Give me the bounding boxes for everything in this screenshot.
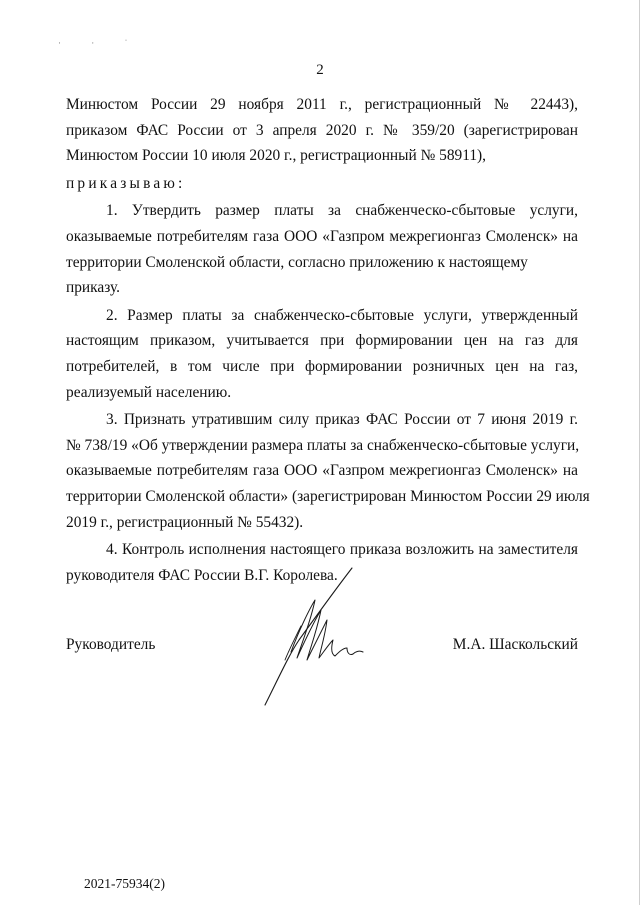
paragraph-3 (66, 407, 590, 535)
paragraph-line: территории Смоленской области» (зарегистрирован Минюстом России 29 июля (66, 487, 590, 505)
paragraph-line: 4. Контроль исполнения настоящего приказа возложить на заместителя (106, 541, 578, 559)
intro-line: Минюстом России 29 ноября 2011 г., регистрационный № 22443), (66, 96, 578, 113)
paragraph-line: оказываемые потребителям газа ООО «Газпром межрегионгаз Смоленск» на (66, 227, 578, 245)
page-number: 2 (316, 62, 324, 78)
paragraph-line: оказываемые потребителям газа ООО «Газпром межрегионгаз Смоленск» на (66, 462, 578, 480)
signer-name: М.А. Шаскольский (452, 636, 578, 653)
paragraph-line: 2. Размер платы за снабженческо-сбытовые услуги, утвержденный (106, 306, 578, 324)
paragraph-line: территории Смоленской области, согласно приложению к настоящему приказу. (66, 253, 528, 297)
paragraph-line: 1. Утвердить размер платы за снабженческо-сбытовые услуги, (106, 202, 578, 220)
document-code: 2021-75934(2) (84, 876, 165, 891)
paragraph-line: потребителей, в том числе при формировании розничных цен на газ, (66, 357, 578, 375)
intro-line: Минюстом России 10 июля 2020 г., регистрационный № 58911), (66, 147, 487, 165)
paragraph-line: руководителя ФАС России В.Г. Королева. (66, 566, 338, 584)
paragraph-line: реализуемый населению. (66, 383, 232, 401)
paragraph-line: 3. Признать утратившим силу приказ ФАС России от 7 июня 2019 г. (106, 411, 578, 429)
intro-line: приказом ФАС России от 3 апреля 2020 г. № 359/20 (зарегистрирован (66, 121, 578, 139)
handwritten-signature (255, 560, 375, 710)
paragraph-1 (66, 198, 578, 300)
paragraph-line: настоящим приказом, учитывается при формировании цен на газ для (66, 332, 578, 350)
order-word: приказываю: (66, 174, 186, 192)
paragraph-line: № 738/19 «Об утверждении размера платы за снабженческо-сбытовые услуги, (66, 436, 580, 454)
scan-specks: · · ˈ (58, 38, 142, 48)
document-body (66, 92, 590, 588)
intro-paragraph (66, 92, 578, 169)
signer-title: Руководитель (66, 636, 156, 653)
paragraph-line: 2019 г., регистрационный № 55432). (66, 513, 304, 531)
paragraph-2 (66, 303, 578, 405)
